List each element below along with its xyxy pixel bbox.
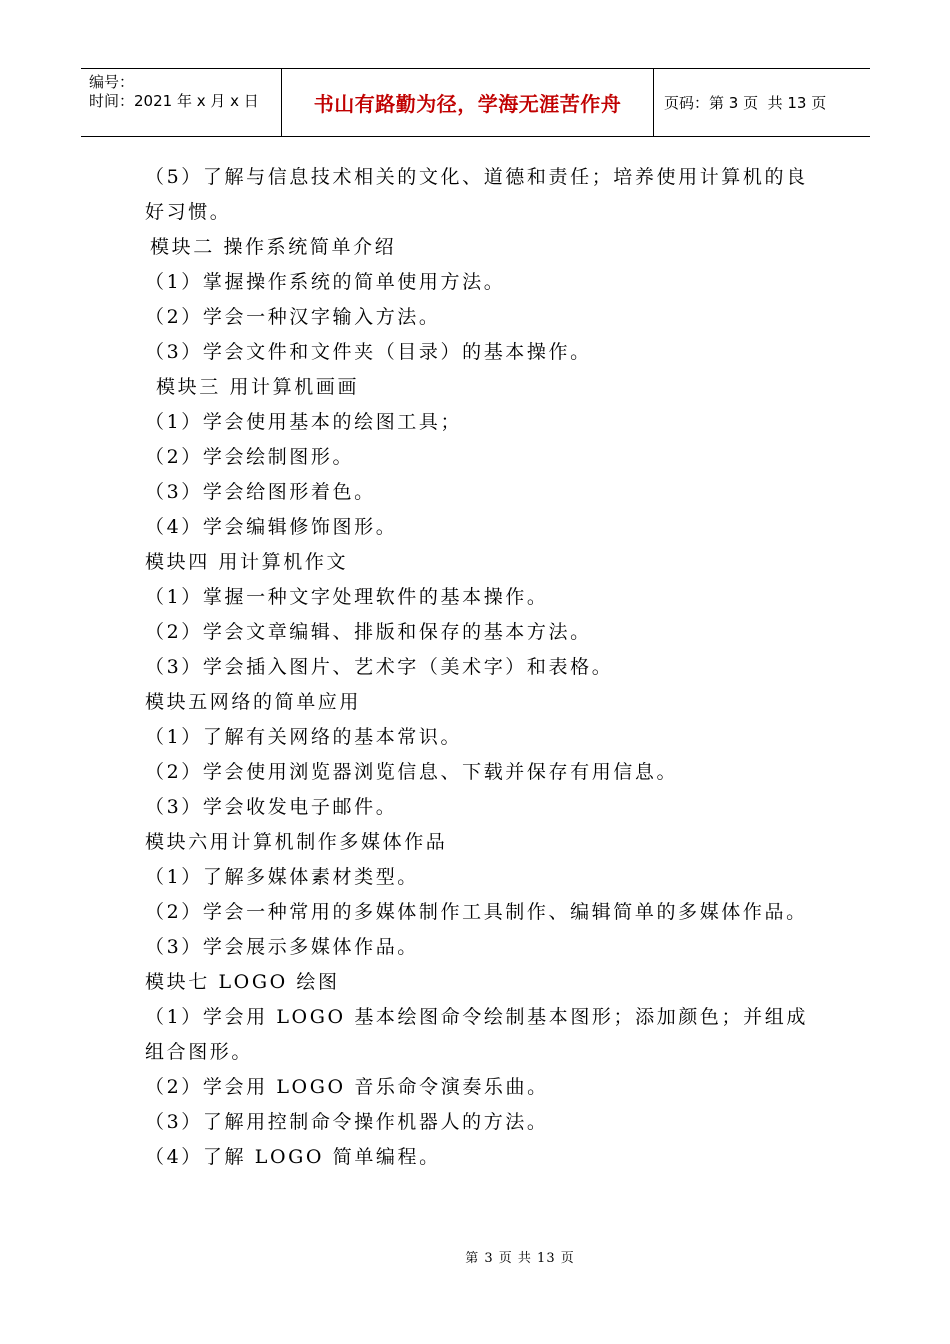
body-line: （2）学会一种常用的多媒体制作工具制作、编辑简单的多媒体作品。 xyxy=(145,901,808,923)
body-line: （1）掌握一种文字处理软件的基本操作。 xyxy=(145,586,549,608)
body-line: （3）学会收发电子邮件。 xyxy=(145,796,398,818)
body-line: （3）了解用控制命令操作机器人的方法。 xyxy=(145,1111,549,1133)
body-line: （4）了解 LOGO 简单编程。 xyxy=(145,1146,441,1168)
body-line: （1）了解多媒体素材类型。 xyxy=(145,866,419,888)
body-line: （1）了解有关网络的基本常识。 xyxy=(145,726,463,748)
body-line: （3）学会展示多媒体作品。 xyxy=(145,936,419,958)
body-line: （2）学会一种汉字输入方法。 xyxy=(145,306,441,328)
body-line: （4）学会编辑修饰图形。 xyxy=(145,516,398,538)
document-number-label: 编号： xyxy=(89,73,135,91)
body-line: （3）学会插入图片、艺术字（美术字）和表格。 xyxy=(145,656,614,678)
header-page-info xyxy=(654,69,870,136)
header-motto: 书山有路勤为径，学海无涯苦作舟 xyxy=(282,69,654,136)
module-heading: 模块五网络的简单应用 xyxy=(145,691,362,713)
body-line: （2）学会使用浏览器浏览信息、下载并保存有用信息。 xyxy=(145,761,679,783)
body-line: （2）学会文章编辑、排版和保存的基本方法。 xyxy=(145,621,592,643)
page-footer: 第 3 页 共 13 页 xyxy=(465,1251,575,1266)
body-line: （2）学会绘制图形。 xyxy=(145,446,355,468)
body-line: （1）学会使用基本的绘图工具； xyxy=(145,411,463,433)
body-line: （3）学会给图形着色。 xyxy=(145,481,376,503)
module-heading: 模块三 用计算机画画 xyxy=(156,376,360,398)
module-heading: 模块七 LOGO 绘图 xyxy=(145,971,340,993)
page-header xyxy=(81,68,870,137)
body-line: （3）学会文件和文件夹（目录）的基本操作。 xyxy=(145,341,592,363)
document-time-label: 时间：2021 年 x 月 x 日 xyxy=(89,92,259,110)
body-line: （2）学会用 LOGO 音乐命令演奏乐曲。 xyxy=(145,1076,549,1098)
body-line: （1）掌握操作系统的简单使用方法。 xyxy=(145,271,506,293)
header-meta xyxy=(81,69,282,136)
body-line: （5）了解与信息技术相关的文化、道德和责任；培养使用计算机的良好习惯。 xyxy=(145,166,808,223)
page-info-text: 页码：第 3 页 共 13 页 xyxy=(664,94,827,112)
module-heading: 模块六用计算机制作多媒体作品 xyxy=(145,831,448,853)
module-heading: 模块二 操作系统简单介绍 xyxy=(150,236,397,258)
body-line: （1）学会用 LOGO 基本绘图命令绘制基本图形；添加颜色；并组成组合图形。 xyxy=(145,1006,808,1063)
document-body xyxy=(145,160,825,1175)
module-heading: 模块四 用计算机作文 xyxy=(145,551,349,573)
